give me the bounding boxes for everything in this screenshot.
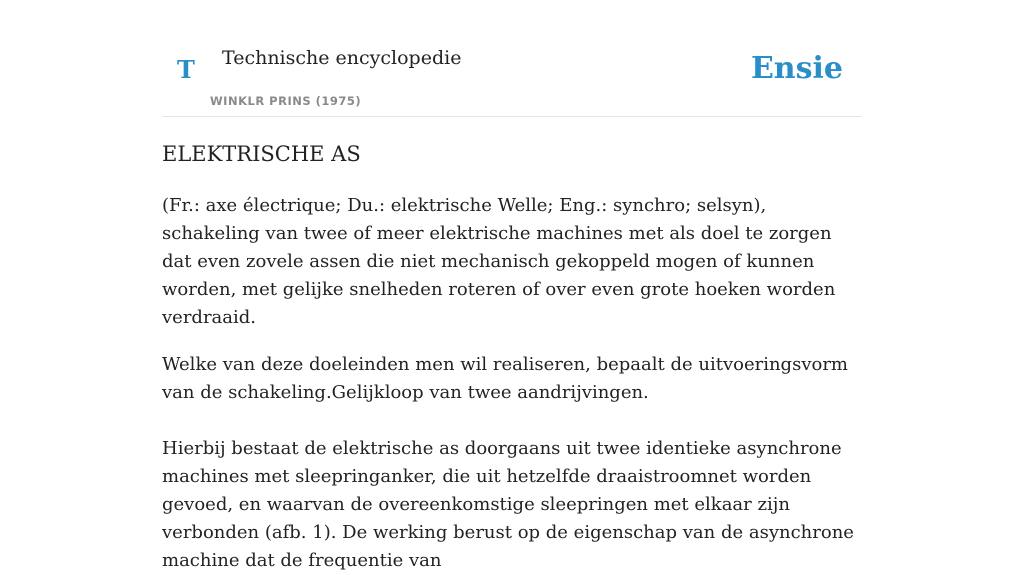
encyclopedia-logo[interactable]: T: [177, 55, 195, 84]
brand-logo[interactable]: Ensie: [750, 51, 843, 86]
source-label: WINKLR PRINS (1975): [210, 94, 362, 108]
encyclopedia-title[interactable]: Technische encyclopedie: [222, 47, 462, 69]
article-paragraph: Welke van deze doeleinden men wil realiseren, bepaalt de uitvoeringsvorm van de schakeling.Gelijkloop van twee aandrijvingen.: [162, 354, 848, 403]
article-paragraph: Hierbij bestaat de elektrische as doorgaans uit twee identieke asynchrone machines met sleepringanker, die uit hetzelfde draaistroomnet worden gevoed, en waarvan de overeenkomstige sleepringen met elkaar zijn verbonden (afb. 1). De werking berust op de eigenschap van de asynchrone machine dat de frequentie van: [162, 438, 854, 571]
page-header: [162, 0, 862, 117]
article-paragraph: (Fr.: axe électrique; Du.: elektrische Welle; Eng.: synchro; selsyn), schakeling van twee of meer elektrische machines met als doel te zorgen dat even zovele assen die niet mechanisch gekoppeld mogen of kunnen worden, met gelijke snelheden roteren of over even grote hoeken worden verdraaid.: [162, 195, 836, 328]
article-title: ELEKTRISCHE AS: [162, 142, 361, 166]
article: [162, 138, 862, 575]
